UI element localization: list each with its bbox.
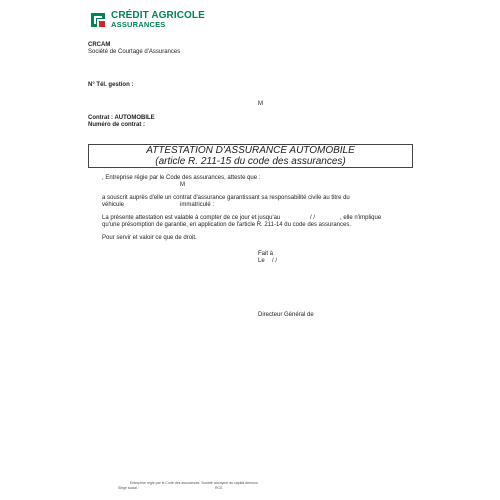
validity-date: / /: [310, 215, 316, 221]
le-label: Le: [258, 258, 265, 264]
insured-name: M: [180, 182, 185, 188]
signature-date: / /: [272, 258, 278, 264]
footer-legal-line2-end: RCS: [215, 486, 223, 490]
vehicle-label: véhicule: [102, 202, 125, 208]
logo-line2: ASSURANCES: [111, 20, 166, 29]
footer-legal-line1: Entreprise régie par le Code des assurances. Société anonyme au capital de: [130, 481, 250, 485]
director-title: Directeur Général de: [258, 312, 314, 318]
logo-line1: CRÉDIT AGRICOLE: [111, 10, 205, 21]
credit-agricole-logo-icon: [88, 10, 108, 30]
title-line1: ATTESTATION D'ASSURANCE AUTOMOBILE: [146, 145, 355, 156]
validity-line2: qu'une présomption de garantie, en application de l'article R. 211-14 du code des assurances.: [102, 222, 352, 228]
footer-legal-line1-end: euros: [249, 481, 258, 485]
registration-label: immatriculé :: [180, 202, 215, 208]
company-name: Société de Courtage d'Assurances: [88, 49, 181, 55]
validity-line1: La présente attestation est valable à compter de ce jour et jusqu'au: [102, 215, 281, 221]
tel-label: N° Tél. gestion :: [88, 82, 134, 88]
paragraph-souscrit-line1: a souscrit auprès d'elle un contrat d'assurance garantissant sa responsabilité civile au titre du: [102, 195, 350, 201]
contract-number-label: Numéro de contrat :: [88, 122, 146, 128]
fait-a-label: Fait à: [258, 251, 274, 257]
paragraph-entreprise: , Entreprise régie par le Code des assurances, atteste que :: [102, 175, 261, 181]
addressee: M: [258, 101, 263, 107]
company-code: CRCAM: [88, 42, 111, 48]
credit-agricole-logo: [88, 10, 205, 30]
title-line2: (article R. 211-15 du code des assurances): [155, 155, 346, 167]
validity-line1-end: , elle n'implique: [340, 215, 382, 221]
closing-sentence: Pour servir et valoir ce que de droit.: [102, 235, 197, 241]
footer-legal-line2: Siège social :: [118, 486, 139, 490]
contract-type: Contrat : AUTOMOBILE: [88, 115, 155, 121]
title-box: [88, 144, 413, 168]
